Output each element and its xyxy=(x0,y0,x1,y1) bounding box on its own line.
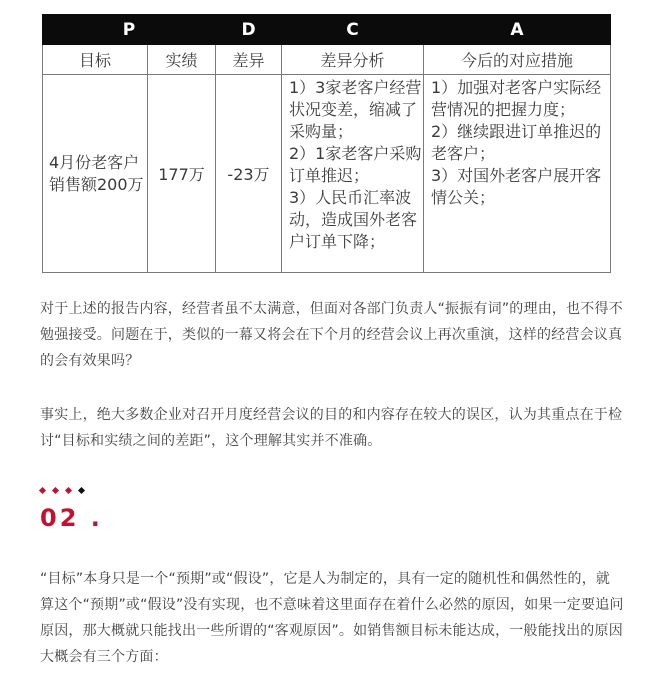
section-divider-dots xyxy=(40,488,84,493)
table-row xyxy=(43,75,611,273)
cell-measures: 1）加强对老客户实际经营情况的把握力度； 2）继续跟进订单推迟的老客户； 3）对国外老客户展开客情公关； xyxy=(424,75,611,273)
letter-d: D xyxy=(216,15,282,45)
paragraph-1: 对于上述的报告内容，经营者虽不太满意，但面对各部门负责人“振振有词”的理由，也不得不勉强接受。问题在于，类似的一幕又将会在下个月的经营会议上再次重演，这样的经营会议真的会有效果吗？ xyxy=(40,301,623,369)
cell-target: 4月份老客户销售额200万 xyxy=(43,75,148,273)
header-measures: 今后的对应措施 xyxy=(424,45,611,75)
dot-icon xyxy=(65,487,72,494)
paragraph-3: “目标”本身只是一个“预期”或“假设”，它是人为制定的，具有一定的随机性和偶然性的，就算这个“预期”或“假设”没有实现，也不意味着这里面存在着什么必然的原因，如果一定要追问原因，那大概就只能找出一些所谓的“客观原因”。如销售额目标未能达成，一般能找出的原因大概会有三个方面： xyxy=(40,571,624,665)
letter-a: A xyxy=(424,15,611,45)
dot-icon xyxy=(52,487,59,494)
cell-diff: -23万 xyxy=(216,75,282,273)
header-diff: 差异 xyxy=(216,45,282,75)
header-actual: 实绩 xyxy=(148,45,216,75)
header-analysis: 差异分析 xyxy=(282,45,424,75)
header-target: 目标 xyxy=(43,45,148,75)
pdca-letter-row xyxy=(43,15,611,45)
pdca-table xyxy=(42,14,611,273)
section-number: 02 . xyxy=(40,504,103,532)
paragraph-2: 事实上，绝大多数企业对召开月度经营会议的目的和内容存在较大的误区，认为其重点在于检讨“目标和实绩之间的差距”，这个理解其实并不准确。 xyxy=(40,407,623,449)
letter-p: P xyxy=(43,15,216,45)
cell-actual: 177万 xyxy=(148,75,216,273)
column-header-row xyxy=(43,45,611,75)
dot-icon xyxy=(78,487,85,494)
dot-icon xyxy=(39,487,46,494)
cell-analysis: 1）3家老客户经营状况变差，缩减了采购量； 2）1家老客户采购订单推迟； 3）人民币汇率波动，造成国外老客户订单下降； xyxy=(282,75,424,273)
letter-c: C xyxy=(282,15,424,45)
